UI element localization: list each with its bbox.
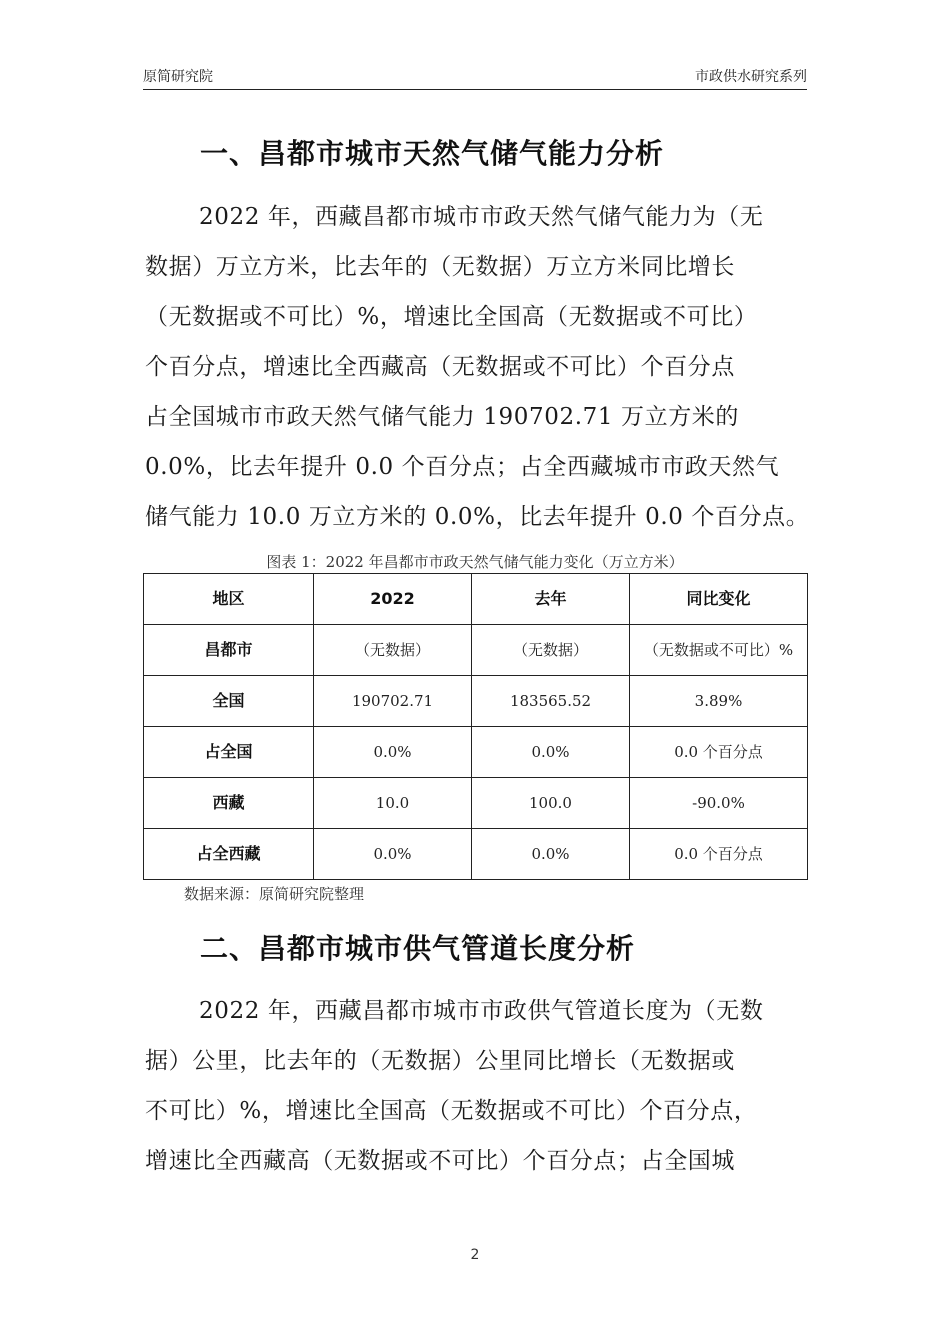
- table-cell: 0.0%: [472, 727, 630, 778]
- section-heading-pipeline: 二、昌都市城市供气管道长度分析: [200, 932, 636, 965]
- table-row: [144, 625, 808, 676]
- table-cell: 3.89%: [630, 676, 808, 727]
- table-cell: 100.0: [472, 778, 630, 829]
- table-cell: （无数据或不可比）%: [630, 625, 808, 676]
- row-label: 昌都市: [144, 625, 314, 676]
- column-header: 去年: [472, 574, 630, 625]
- header-series: 市政供水研究系列: [695, 69, 807, 85]
- table-row: [144, 829, 808, 880]
- paragraph-line: 据）公里，比去年的（无数据）公里同比增长（无数据或: [145, 1048, 735, 1074]
- table-cell: （无数据）: [314, 625, 472, 676]
- table-cell: （无数据）: [472, 625, 630, 676]
- paragraph-line: 不可比）%，增速比全国高（无数据或不可比）个百分点，: [145, 1098, 758, 1124]
- row-label: 占全国: [144, 727, 314, 778]
- table-header-row: [144, 574, 808, 625]
- paragraph-line: 储气能力 10.0 万立方米的 0.0%，比去年提升 0.0 个百分点。: [145, 504, 810, 530]
- table-cell: 0.0%: [314, 727, 472, 778]
- row-label: 西藏: [144, 778, 314, 829]
- paragraph-line: （无数据或不可比）%，增速比全国高（无数据或不可比）: [145, 304, 758, 330]
- table-cell: -90.0%: [630, 778, 808, 829]
- table-cell: 0.0%: [314, 829, 472, 880]
- storage-capacity-table: [143, 573, 808, 880]
- row-label: 全国: [144, 676, 314, 727]
- table-row: [144, 727, 808, 778]
- column-header: 2022: [314, 574, 472, 625]
- paragraph-line: 2022 年，西藏昌都市城市市政供气管道长度为（无数: [199, 998, 764, 1024]
- paragraph-line: 数据）万立方米，比去年的（无数据）万立方米同比增长: [145, 254, 735, 280]
- column-header: 同比变化: [630, 574, 808, 625]
- page-number: 2: [470, 1247, 480, 1263]
- table-row: [144, 676, 808, 727]
- table-caption: 图表 1：2022 年昌都市市政天然气储气能力变化（万立方米）: [266, 553, 684, 571]
- row-label: 占全西藏: [144, 829, 314, 880]
- paragraph-line: 个百分点，增速比全西藏高（无数据或不可比）个百分点: [145, 354, 735, 380]
- column-header: 地区: [144, 574, 314, 625]
- paragraph-line: 0.0%，比去年提升 0.0 个百分点；占全西藏城市市政天然气: [145, 454, 780, 480]
- paragraph-line: 占全国城市市政天然气储气能力 190702.71 万立方米的: [145, 404, 739, 430]
- paragraph-line: 增速比全西藏高（无数据或不可比）个百分点；占全国城: [145, 1148, 735, 1174]
- table-cell: 190702.71: [314, 676, 472, 727]
- table-cell: 10.0: [314, 778, 472, 829]
- table-row: [144, 778, 808, 829]
- header-org: 原简研究院: [143, 69, 213, 85]
- table-cell: 0.0%: [472, 829, 630, 880]
- table-cell: 0.0 个百分点: [630, 727, 808, 778]
- paragraph-line: 2022 年，西藏昌都市城市市政天然气储气能力为（无: [199, 204, 764, 230]
- table-cell: 0.0 个百分点: [630, 829, 808, 880]
- section-heading-storage: 一、昌都市城市天然气储气能力分析: [200, 137, 665, 170]
- table-cell: 183565.52: [472, 676, 630, 727]
- header-divider: [143, 89, 807, 90]
- table-source-note: 数据来源：原简研究院整理: [184, 885, 365, 903]
